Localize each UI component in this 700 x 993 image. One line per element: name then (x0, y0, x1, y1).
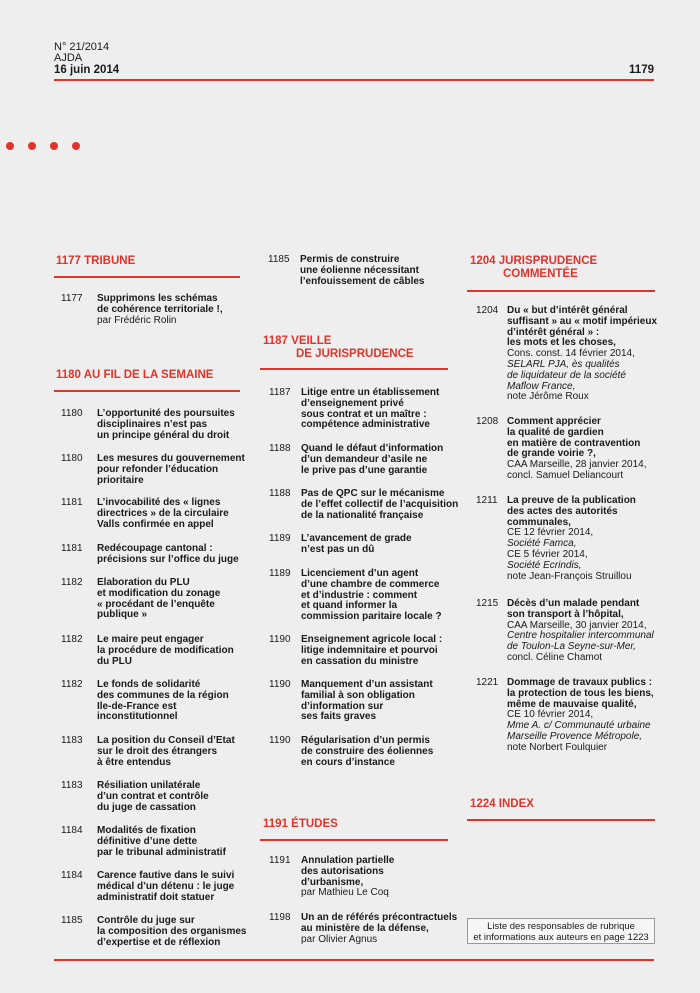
entry-title: Elaboration du PLU et modification du zonage « procédant de l’enquête publique » (97, 577, 221, 621)
header-rule (54, 79, 654, 81)
entry-page: 1177 (61, 293, 83, 304)
entry-source: CE 10 février 2014, (507, 709, 594, 721)
entry-page: 1221 (476, 677, 499, 688)
section-title-line: DE JURISPRUDENCE (296, 348, 414, 360)
entry-page: 1183 (61, 780, 83, 791)
section-rule (54, 390, 240, 392)
entry-title: Litige entre un établissement d’enseignement privé sous contrat et un maître : compétence administrative (301, 387, 440, 431)
entry-source: CE 12 février 2014, (507, 527, 594, 539)
entry-parties: Société Ecrindis, (507, 559, 582, 571)
entry-title: Contrôle du juge sur la composition des organismes d’expertise et de réflexion (97, 915, 247, 948)
entry-page: 1204 (476, 305, 499, 316)
section-rule (467, 290, 655, 292)
entry-title: Régularisation d’un permis de construire des éoliennes en cours d’instance (301, 735, 434, 768)
entry-source: CAA Marseille, 28 janvier 2014, concl. Samuel Deliancourt (507, 459, 647, 481)
entry-title: Enseignement agricole local : litige indemnitaire et pourvoi en cassation du ministre (301, 634, 443, 667)
entry-parties: Centre hospitalier intercommunal de Toulon-La Seyne-sur-Mer, (507, 630, 654, 653)
entry-author: par Frédéric Rolin (97, 314, 177, 326)
decorative-dots (6, 137, 94, 155)
entry-page: 1180 (61, 453, 83, 464)
entry-page: 1188 (269, 488, 291, 499)
entry-page: 1185 (61, 915, 83, 926)
entry-title: L’avancement de grade n’est pas un dû (301, 533, 412, 555)
entry-title: Pas de QPC sur le mécanisme de l’effet collectif de l’acquisition de la nationalité française (301, 488, 459, 521)
section-rule (54, 276, 240, 278)
entry-source: Cons. const. 14 février 2014, (507, 348, 635, 360)
entry-page: 1181 (61, 543, 83, 554)
entry-title: Le maire peut engager la procédure de modification du PLU (97, 634, 234, 667)
entry-parties: Société Famca, (507, 538, 577, 550)
section-title: 1177 TRIBUNE (56, 255, 136, 267)
entry-title: Un an de référés précontractuels au ministère de la défense, (301, 912, 458, 934)
entry-title: Dommage de travaux publics : la protection de tous les biens, même de mauvaise qualité, (507, 677, 654, 710)
entry-title: Manquement d’un assistant familial à son obligation d’information sur ses faits graves (301, 679, 433, 723)
entry-title: Quand le défaut d’information d’un demandeur d’asile ne le prive pas d’une garantie (301, 443, 444, 476)
entry-page: 1182 (61, 577, 83, 588)
entry-page: 1182 (61, 679, 83, 690)
entry-page: 1185 (268, 254, 290, 265)
section-rule (467, 819, 655, 821)
entry-title: Les mesures du gouvernement pour refonder l’éducation prioritaire (97, 453, 245, 486)
entry-title: La position du Conseil d’Etat sur le droit des étrangers à être entendus (97, 735, 235, 768)
section-rule (260, 368, 448, 370)
entry-title: L’opportunité des poursuites disciplinaires n’est pas un principe général du droit (97, 408, 235, 441)
entry-title: La preuve de la publication des actes des autorités communales, (507, 495, 636, 528)
section-title-line: COMMENTÉE (503, 268, 578, 280)
entry-title: Résiliation unilatérale d’un contrat et contrôle du juge de cassation (97, 780, 209, 813)
dot-icon (6, 142, 14, 150)
entry-title: Carence fautive dans le suivi médical d’un détenu : le juge administratif doit statuer (97, 870, 235, 903)
entry-page: 1188 (269, 443, 291, 454)
entry-author: concl. Céline Chamot (507, 651, 603, 663)
entry-title: Du « but d’intérêt général suffisant » au « motif impérieux d’intérêt général » : les mots et les choses, (507, 305, 658, 349)
entry-author: note Norbert Foulquier (507, 741, 608, 753)
entry-title: Permis de construire une éolienne nécessitant l’enfouissement de câbles (300, 254, 425, 287)
entry-title: Supprimons les schémas de cohérence territoriale !, (97, 293, 223, 315)
entry-title: Comment apprécier la qualité de gardien en matière de contravention de grande voirie ?, (507, 416, 641, 460)
entry-page: 1208 (476, 416, 499, 427)
page-number: 1179 (629, 64, 654, 76)
entry-title: L’invocabilité des « lignes directrices » de la circulaire Valls confirmée en appel (97, 497, 229, 530)
entry-page: 1180 (61, 408, 83, 419)
journal-name: AJDA (54, 52, 83, 64)
dot-icon (28, 142, 36, 150)
entry-page: 1191 (269, 855, 291, 866)
issue-number: N° 21/2014 (54, 41, 110, 53)
entry-author: par Mathieu Le Coq (301, 887, 389, 899)
dot-icon (50, 142, 58, 150)
entry-page: 1184 (61, 870, 83, 881)
entry-page: 1211 (476, 495, 498, 506)
dot-icon (72, 142, 80, 150)
section-title: 1224 INDEX (470, 798, 534, 810)
section-rule (260, 839, 448, 841)
entry-source: CAA Marseille, 30 janvier 2014, (507, 619, 647, 631)
entry-page: 1215 (476, 598, 499, 609)
entry-title: Annulation partielle des autorisations d’urbanisme, (301, 855, 395, 888)
entry-parties: SELARL PJA, ès qualités de liquidateur de la société Maflow France, (507, 358, 626, 392)
section-title-line: 1204 JURISPRUDENCE (470, 255, 598, 267)
section-title: 1180 AU FIL DE LA SEMAINE (56, 369, 214, 381)
entry-page: 1181 (61, 497, 83, 508)
entry-title: Licenciement d’un agent d’une chambre de commerce et d’industrie : comment et quand informer la commission paritaire locale ? (301, 568, 442, 623)
entry-page: 1189 (269, 568, 291, 579)
section-title (470, 255, 597, 281)
entry-title: Modalités de fixation définitive d’une dette par le tribunal administratif (97, 825, 226, 858)
entry-author: note Jean-François Struillou (507, 570, 632, 582)
entry-source: CE 5 février 2014, (507, 548, 588, 560)
entry-page: 1190 (269, 634, 291, 645)
page-header (54, 42, 654, 77)
entry-title: Décès d’un malade pendant son transport à l’hôpital, (507, 598, 640, 620)
entry-author: note Jérôme Roux (507, 391, 589, 403)
entry-page: 1189 (269, 533, 291, 544)
info-box-text: Liste des responsables de rubrique et informations aux auteurs en page 1223 (473, 921, 649, 943)
entry-title: Redécoupage cantonal : précisions sur l’office du juge (97, 543, 239, 565)
entry-page: 1190 (269, 735, 291, 746)
entry-page: 1187 (269, 387, 291, 398)
entry-title: Le fonds de solidarité des communes de la région Ile-de-France est inconstitutionnel (97, 679, 229, 723)
entry-page: 1183 (61, 735, 83, 746)
entry-author: par Olivier Agnus (301, 933, 378, 945)
entry-page: 1190 (269, 679, 291, 690)
entry-page: 1182 (61, 634, 83, 645)
section-title: 1191 ÉTUDES (263, 818, 338, 830)
entry-page: 1198 (269, 912, 291, 923)
section-title (263, 335, 414, 361)
entry-page: 1184 (61, 825, 83, 836)
info-box (467, 918, 655, 944)
section-title-line: 1187 VEILLE (263, 335, 332, 347)
footer-rule (54, 959, 654, 961)
entry-parties: Mme A. c/ Communauté urbaine Marseille Provence Métropole, (507, 720, 651, 742)
issue-date: 16 juin 2014 (54, 64, 120, 76)
